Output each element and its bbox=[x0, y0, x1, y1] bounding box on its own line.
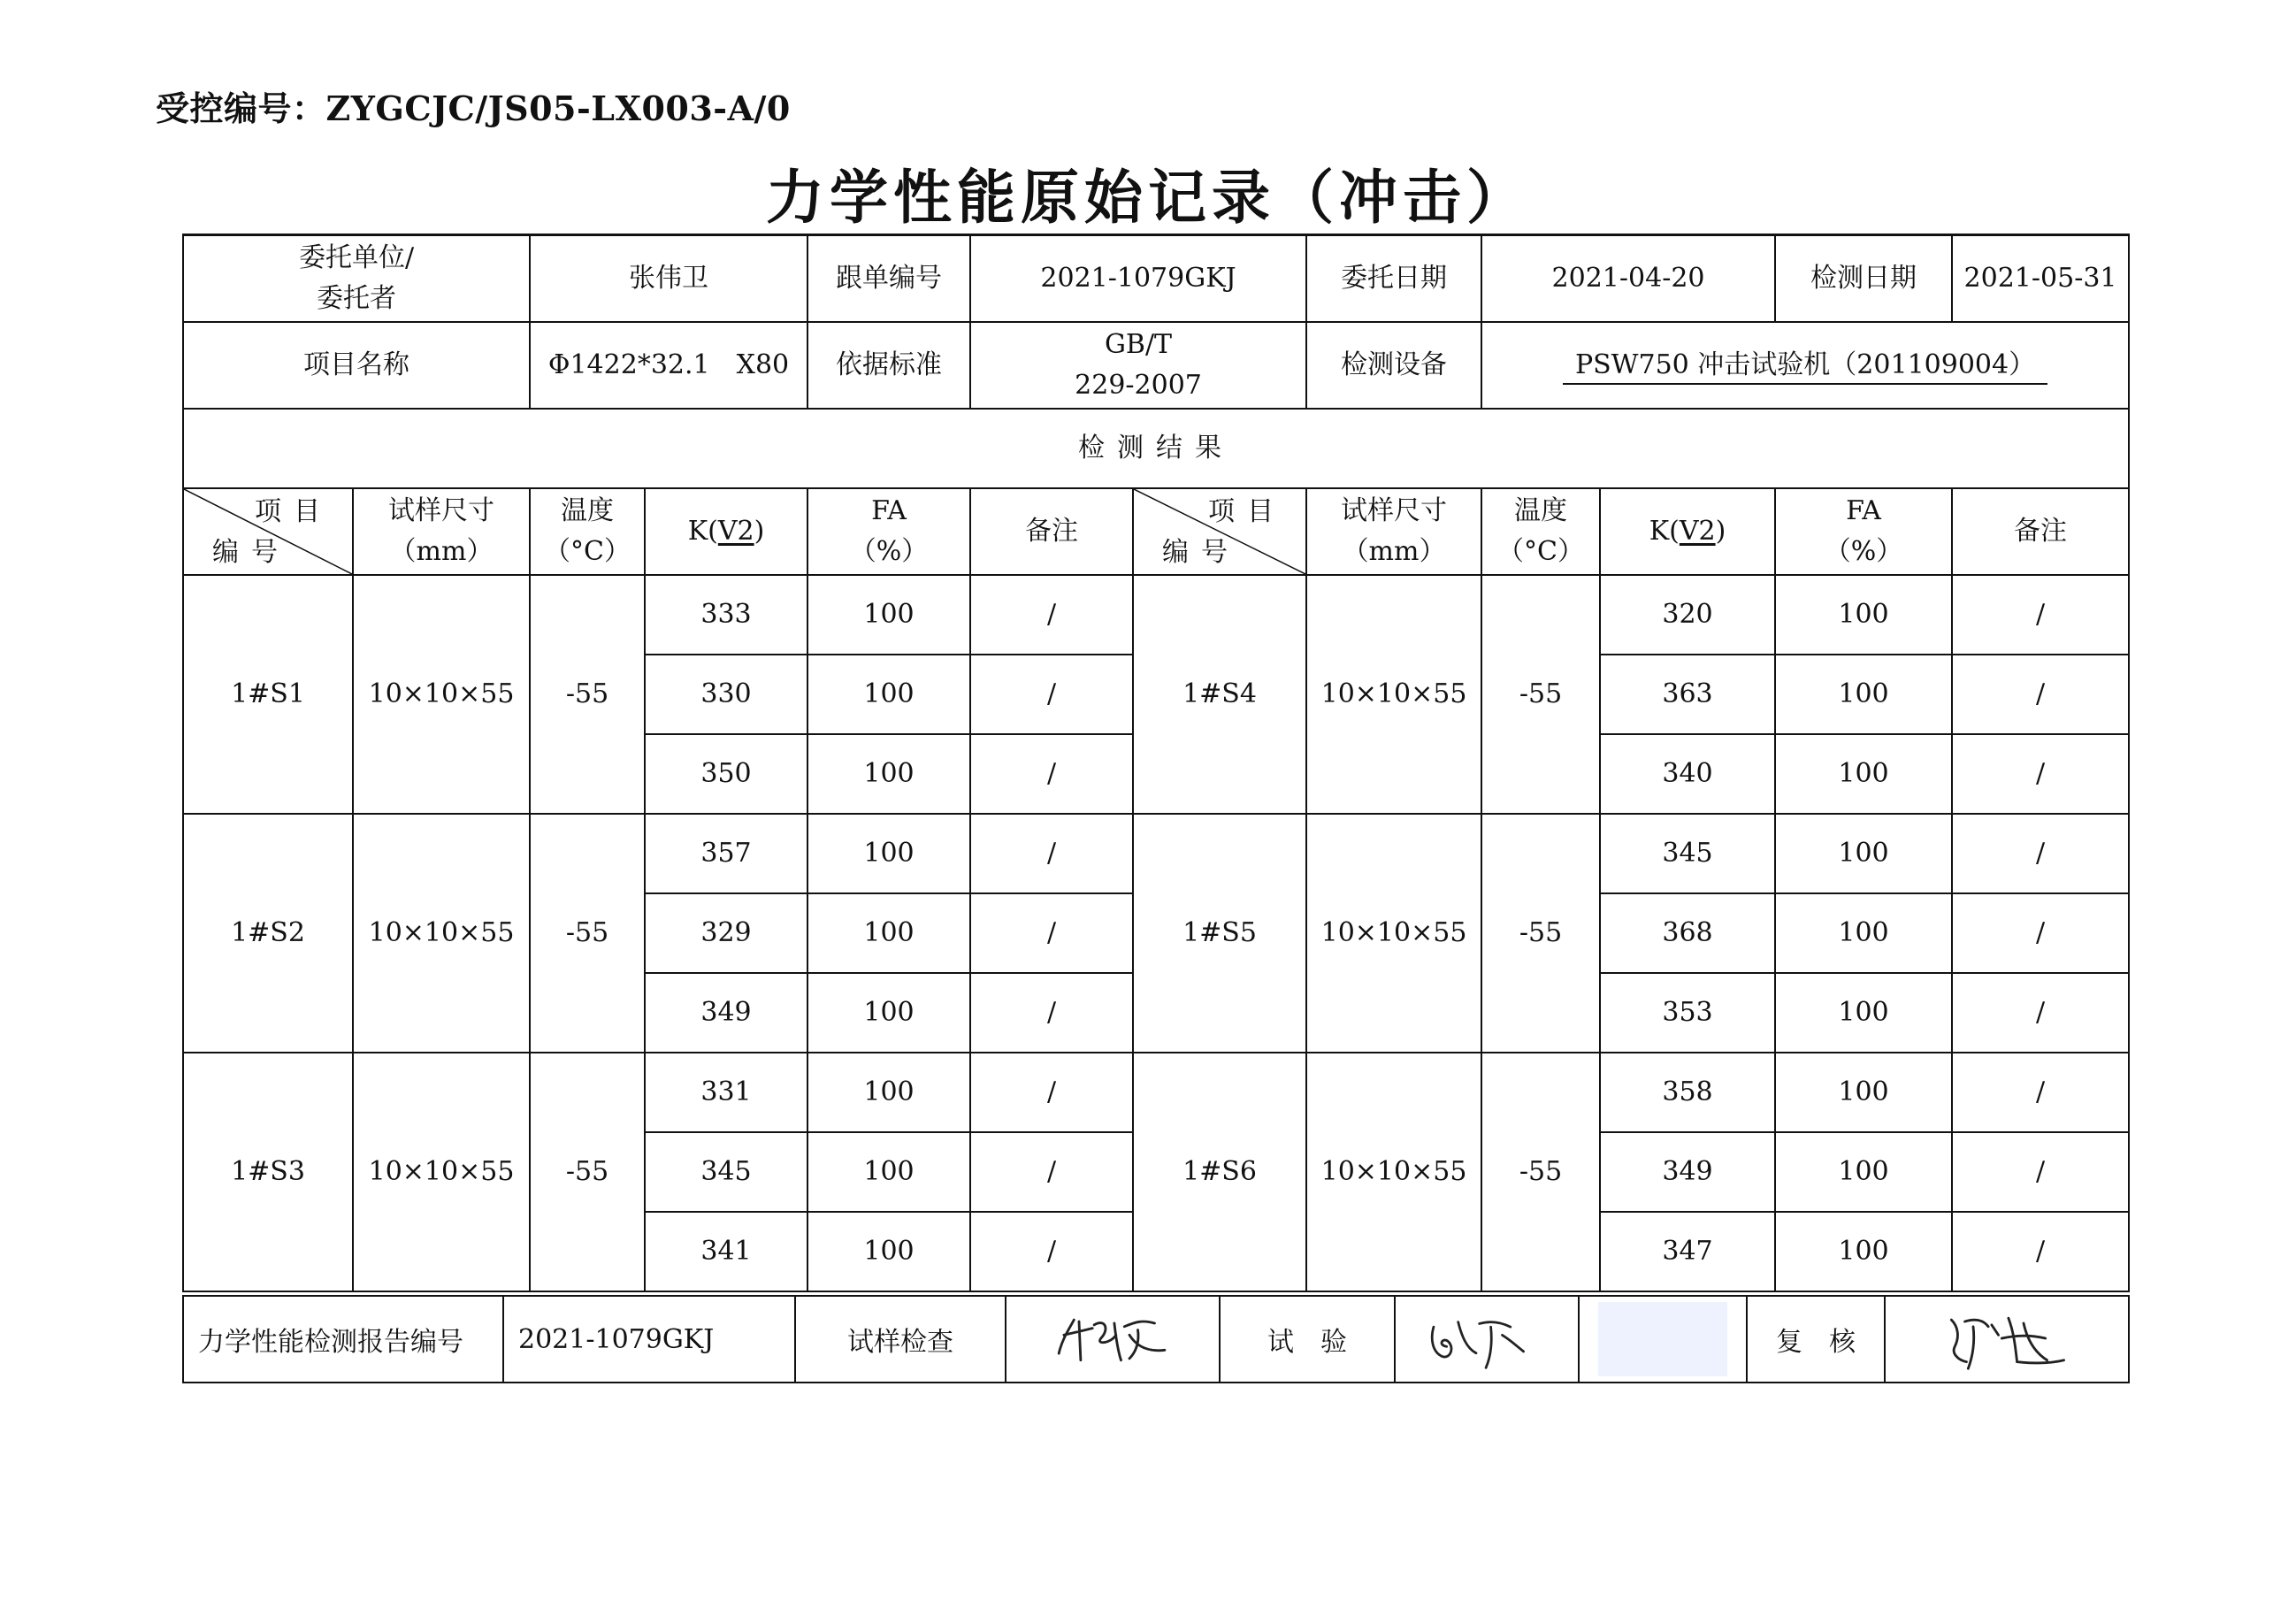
remark-value: / bbox=[1952, 655, 2129, 734]
remark-header-right: 备注 bbox=[1952, 488, 2129, 575]
specimen-size: 10×10×55 bbox=[353, 575, 530, 814]
page-title: 力学性能原始记录（冲击） bbox=[766, 164, 1530, 232]
control-number-label: 受控编号： bbox=[156, 89, 326, 128]
results-header-row bbox=[183, 488, 2129, 575]
control-number bbox=[156, 81, 791, 130]
specimen-temp: -55 bbox=[1481, 814, 1600, 1053]
specimen-temp: -55 bbox=[530, 1053, 645, 1291]
remark-value: / bbox=[970, 1212, 1133, 1291]
diag-header-right: 项目 编号 bbox=[1133, 488, 1306, 575]
redaction-block bbox=[1598, 1302, 1727, 1376]
control-number-value: ZYGCJC/JS05-LX003-A/0 bbox=[325, 88, 791, 128]
specimen-id: 1#S6 bbox=[1133, 1053, 1306, 1291]
fa-value: 100 bbox=[1775, 575, 1952, 655]
signature-inspector bbox=[1012, 1300, 1213, 1378]
remark-header-left: 备注 bbox=[970, 488, 1133, 575]
fa-value: 100 bbox=[807, 1132, 970, 1212]
remark-value: / bbox=[1952, 973, 2129, 1053]
fa-header-right: FA （%） bbox=[1775, 488, 1952, 575]
remark-value: / bbox=[1952, 1053, 2129, 1132]
standard-label: 依据标准 bbox=[807, 322, 970, 409]
k-value: 358 bbox=[1600, 1053, 1775, 1132]
table-row bbox=[183, 814, 2129, 893]
remark-value: / bbox=[970, 655, 1133, 734]
diag-header-left: 项目 编号 bbox=[183, 488, 353, 575]
record-table bbox=[182, 234, 2130, 1292]
redacted-area bbox=[1579, 1296, 1747, 1383]
k-value: 341 bbox=[645, 1212, 807, 1291]
k-value: 333 bbox=[645, 575, 807, 655]
remark-value: / bbox=[970, 1053, 1133, 1132]
test-signature bbox=[1395, 1296, 1579, 1383]
specimen-id: 1#S1 bbox=[183, 575, 353, 814]
specimen-size: 10×10×55 bbox=[1306, 1053, 1481, 1291]
remark-value: / bbox=[970, 575, 1133, 655]
specimen-temp: -55 bbox=[1481, 1053, 1600, 1291]
test-date-label: 检测日期 bbox=[1775, 235, 1952, 323]
remark-value: / bbox=[970, 973, 1133, 1053]
project-value: Φ1422*32.1 X80 bbox=[530, 322, 807, 409]
remark-value: / bbox=[1952, 1132, 2129, 1212]
specimen-temp: -55 bbox=[530, 814, 645, 1053]
table-row bbox=[183, 575, 2129, 655]
fa-value: 100 bbox=[807, 893, 970, 973]
specimen-id: 1#S2 bbox=[183, 814, 353, 1053]
specimen-id: 1#S3 bbox=[183, 1053, 353, 1291]
specimen-size: 10×10×55 bbox=[353, 814, 530, 1053]
remark-value: / bbox=[1952, 734, 2129, 814]
remark-value: / bbox=[970, 734, 1133, 814]
fa-value: 100 bbox=[1775, 655, 1952, 734]
fa-value: 100 bbox=[1775, 893, 1952, 973]
fa-value: 100 bbox=[807, 973, 970, 1053]
k-value: 345 bbox=[645, 1132, 807, 1212]
specimen-size: 10×10×55 bbox=[353, 1053, 530, 1291]
fa-value: 100 bbox=[807, 814, 970, 893]
specimen-temp: -55 bbox=[1481, 575, 1600, 814]
inspection-label: 试样检查 bbox=[795, 1296, 1006, 1383]
specimen-temp: -55 bbox=[530, 575, 645, 814]
standard-value: GB/T 229-2007 bbox=[970, 322, 1306, 409]
specimen-size: 10×10×55 bbox=[1306, 575, 1481, 814]
fa-value: 100 bbox=[1775, 973, 1952, 1053]
remark-value: / bbox=[970, 1132, 1133, 1212]
k-value: 353 bbox=[1600, 973, 1775, 1053]
temp-header-left: 温度 （°C） bbox=[530, 488, 645, 575]
remark-value: / bbox=[1952, 893, 2129, 973]
temp-header-right: 温度 （°C） bbox=[1481, 488, 1600, 575]
k-header-left: K(V2) bbox=[645, 488, 807, 575]
k-value: 329 bbox=[645, 893, 807, 973]
k-value: 350 bbox=[645, 734, 807, 814]
review-signature bbox=[1885, 1296, 2129, 1383]
client-label: 委托单位/ 委托者 bbox=[183, 235, 530, 323]
report-number-label: 力学性能检测报告编号 bbox=[183, 1296, 503, 1383]
test-label: 试 验 bbox=[1220, 1296, 1395, 1383]
specimen-id: 1#S4 bbox=[1133, 575, 1306, 814]
order-no-value: 2021-1079GKJ bbox=[970, 235, 1306, 323]
fa-value: 100 bbox=[1775, 814, 1952, 893]
fa-value: 100 bbox=[807, 1053, 970, 1132]
remark-value: / bbox=[1952, 814, 2129, 893]
signature-tester bbox=[1401, 1300, 1573, 1378]
k-value: 363 bbox=[1600, 655, 1775, 734]
size-header-right: 试样尺寸 （mm） bbox=[1306, 488, 1481, 575]
fa-header-left: FA （%） bbox=[807, 488, 970, 575]
k-value: 331 bbox=[645, 1053, 807, 1132]
k-value: 357 bbox=[645, 814, 807, 893]
k-header-right: K(V2) bbox=[1600, 488, 1775, 575]
k-value: 368 bbox=[1600, 893, 1775, 973]
commission-date-label: 委托日期 bbox=[1306, 235, 1481, 323]
client-value: 张伟卫 bbox=[530, 235, 807, 323]
report-number-value: 2021-1079GKJ bbox=[503, 1296, 795, 1383]
fa-value: 100 bbox=[1775, 734, 1952, 814]
commission-date-value: 2021-04-20 bbox=[1481, 235, 1775, 323]
signature-table bbox=[182, 1295, 2130, 1383]
k-value: 349 bbox=[1600, 1132, 1775, 1212]
remark-value: / bbox=[970, 814, 1133, 893]
size-header-left: 试样尺寸 （mm） bbox=[353, 488, 530, 575]
fa-value: 100 bbox=[807, 655, 970, 734]
signature-reviewer bbox=[1891, 1300, 2123, 1378]
fa-value: 100 bbox=[807, 575, 970, 655]
fa-value: 100 bbox=[1775, 1212, 1952, 1291]
k-value: 340 bbox=[1600, 734, 1775, 814]
fa-value: 100 bbox=[1775, 1132, 1952, 1212]
equipment-value: PSW750 冲击试验机（201109004） bbox=[1481, 322, 2129, 409]
specimen-size: 10×10×55 bbox=[1306, 814, 1481, 1053]
k-value: 349 bbox=[645, 973, 807, 1053]
equipment-label: 检测设备 bbox=[1306, 322, 1481, 409]
specimen-id: 1#S5 bbox=[1133, 814, 1306, 1053]
k-value: 347 bbox=[1600, 1212, 1775, 1291]
inspection-signature bbox=[1006, 1296, 1220, 1383]
order-no-label: 跟单编号 bbox=[807, 235, 970, 323]
results-section-title: 检测结果 bbox=[183, 409, 2129, 488]
k-value: 345 bbox=[1600, 814, 1775, 893]
review-label: 复 核 bbox=[1747, 1296, 1885, 1383]
table-row bbox=[183, 1053, 2129, 1132]
fa-value: 100 bbox=[1775, 1053, 1952, 1132]
project-label: 项目名称 bbox=[183, 322, 530, 409]
k-value: 330 bbox=[645, 655, 807, 734]
remark-value: / bbox=[1952, 575, 2129, 655]
fa-value: 100 bbox=[807, 1212, 970, 1291]
k-value: 320 bbox=[1600, 575, 1775, 655]
test-date-value: 2021-05-31 bbox=[1952, 235, 2129, 323]
remark-value: / bbox=[970, 893, 1133, 973]
fa-value: 100 bbox=[807, 734, 970, 814]
remark-value: / bbox=[1952, 1212, 2129, 1291]
